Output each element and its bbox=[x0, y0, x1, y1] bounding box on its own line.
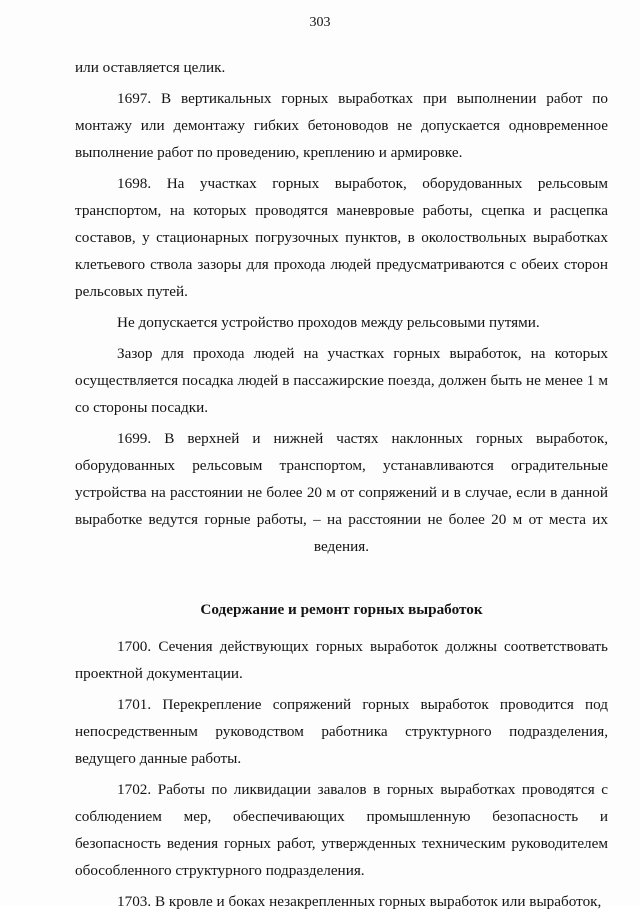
section-heading: Содержание и ремонт горных выработок bbox=[200, 601, 483, 618]
paragraph-1697: 1697. В вертикальных горных выработках при выполнении работ по монтажу или демонтажу гибких бетоноводов не допускается одновременное выполнение работ по проведению, креплению и армировке. bbox=[75, 90, 608, 161]
paragraph-continuation: или оставляется целик. bbox=[75, 59, 226, 76]
paragraph-1703: 1703. В кровле и боках незакрепленных горных выработок или выработок, bbox=[117, 893, 602, 910]
page-number: 303 bbox=[309, 15, 331, 30]
page-body bbox=[75, 54, 608, 919]
paragraph-1700: 1700. Сечения действующих горных выработок должны соответствовать проектной документации. bbox=[75, 638, 608, 682]
paragraph-1702: 1702. Работы по ликвидации завалов в горных выработках проводятся с соблюдением мер, обеспечивающих промышленную безопасность и безопасность ведения горных работ, утвержденных техническим руководителем обособленного структурного подразделения. bbox=[75, 781, 608, 879]
paragraph-1699: 1699. В верхней и нижней частях наклонных горных выработок, оборудованных рельсовым транспортом, устанавливаются оградительные устройства на расстоянии не более 20 м от сопряжений и в случае, если в данной выработке ведутся горные работы, – на расстоянии не более 20 м от места их ведения. bbox=[75, 430, 608, 555]
paragraph-no-passages: Не допускается устройство проходов между рельсовыми путями. bbox=[117, 314, 540, 331]
paragraph-1698: 1698. На участках горных выработок, оборудованных рельсовым транспортом, на которых проводятся маневровые работы, сцепка и расцепка составов, у стационарных погрузочных пунктов, в околоствольных выработках клетьевого ствола зазоры для прохода людей предусматриваются с обеих сторон рельсовых путей. bbox=[75, 175, 608, 300]
paragraph-clearance: Зазор для прохода людей на участках горных выработок, на которых осуществляется посадка людей в пассажирские поезда, должен быть не менее 1 м со стороны посадки. bbox=[75, 345, 608, 416]
paragraph-1701: 1701. Перекрепление сопряжений горных выработок проводится под непосредственным руководством работника структурного подразделения, ведущего данные работы. bbox=[75, 696, 608, 767]
